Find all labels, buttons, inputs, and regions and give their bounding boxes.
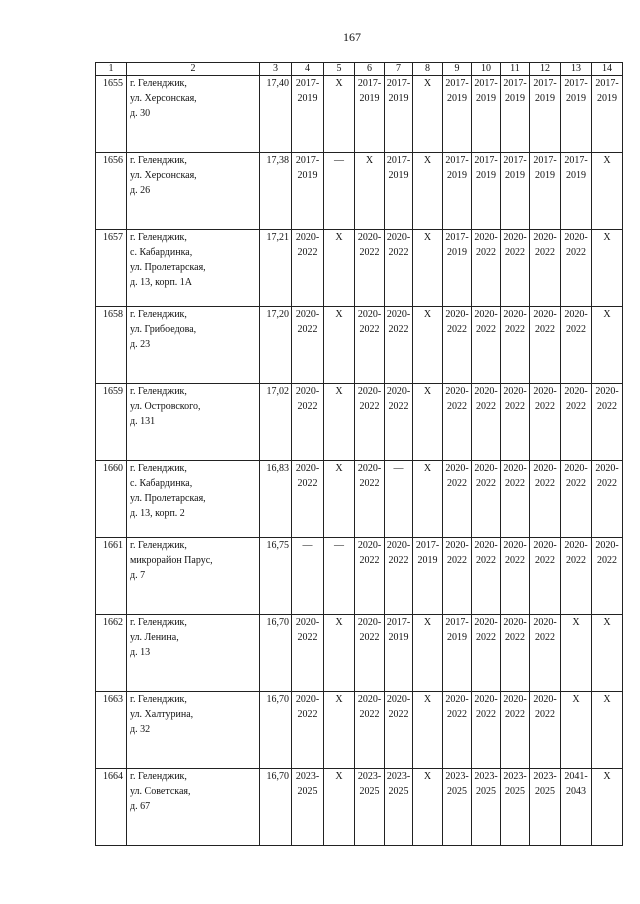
period-cell: Х [413,76,443,153]
period-cell: 2020- 2022 [355,692,385,769]
table-row [96,615,623,692]
period-cell: 2017- 2019 [385,615,413,692]
area-cell: 16,70 [260,615,292,692]
period-cell: Х [561,615,592,692]
column-header: 13 [561,63,592,76]
period-cell: 2017- 2019 [501,153,530,230]
address-cell: г. Геленджик, микрорайон Парус, д. 7 [127,538,260,615]
period-cell: — [385,461,413,538]
period-cell: 2023- 2025 [443,769,472,846]
area-cell: 16,70 [260,692,292,769]
period-cell: 2020- 2022 [292,615,324,692]
table-row [96,769,623,846]
table-row [96,307,623,384]
period-cell: 2020- 2022 [292,307,324,384]
column-header: 10 [472,63,501,76]
period-cell: Х [592,230,623,307]
period-cell: 2017- 2019 [385,153,413,230]
period-cell: 2020- 2022 [530,307,561,384]
column-header: 8 [413,63,443,76]
period-cell: 2020- 2022 [355,538,385,615]
period-cell: 2023- 2025 [501,769,530,846]
period-cell: 2023- 2025 [530,769,561,846]
area-cell: 16,75 [260,538,292,615]
period-cell: Х [592,615,623,692]
period-cell: Х [592,153,623,230]
period-cell: 2020- 2022 [443,307,472,384]
period-cell: 2017- 2019 [530,76,561,153]
period-cell: 2017- 2019 [443,230,472,307]
period-cell: 2017- 2019 [472,153,501,230]
page-number: 167 [343,30,361,44]
period-cell: 2020- 2022 [472,692,501,769]
address-cell: г. Геленджик, ул. Херсонская, д. 30 [127,76,260,153]
register-table [95,62,623,846]
row-number: 1658 [96,307,127,384]
table-row [96,461,623,538]
header-row [96,63,623,76]
period-cell: 2017- 2019 [292,153,324,230]
table-row [96,76,623,153]
period-cell: Х [413,615,443,692]
period-cell: 2017- 2019 [385,76,413,153]
column-header: 4 [292,63,324,76]
column-header: 3 [260,63,292,76]
period-cell: 2020- 2022 [472,461,501,538]
column-header: 1 [96,63,127,76]
period-cell: 2020- 2022 [530,230,561,307]
area-cell: 16,83 [260,461,292,538]
column-header: 11 [501,63,530,76]
period-cell: Х [324,769,355,846]
period-cell: 2020- 2022 [385,230,413,307]
period-cell: Х [324,384,355,461]
period-cell: 2017- 2019 [561,153,592,230]
address-cell: г. Геленджик, ул. Халтурина, д. 32 [127,692,260,769]
period-cell: 2020- 2022 [501,692,530,769]
period-cell: 2020- 2022 [530,692,561,769]
row-number: 1657 [96,230,127,307]
period-cell: 2020- 2022 [592,384,623,461]
period-cell: 2020- 2022 [292,461,324,538]
period-cell: 2020- 2022 [561,461,592,538]
period-cell: 2020- 2022 [592,461,623,538]
area-cell: 17,21 [260,230,292,307]
period-cell: 2020- 2022 [561,230,592,307]
period-cell: 2020- 2022 [443,692,472,769]
period-cell: Х [324,230,355,307]
table-row [96,153,623,230]
period-cell: Х [324,76,355,153]
period-cell: Х [324,692,355,769]
period-cell: Х [561,692,592,769]
period-cell: 2020- 2022 [472,538,501,615]
period-cell: 2020- 2022 [355,307,385,384]
row-number: 1659 [96,384,127,461]
period-cell: 2023- 2025 [355,769,385,846]
period-cell: Х [413,461,443,538]
period-cell: Х [413,153,443,230]
period-cell: 2020- 2022 [472,230,501,307]
period-cell: 2020- 2022 [443,384,472,461]
period-cell: 2017- 2019 [443,615,472,692]
area-cell: 17,20 [260,307,292,384]
period-cell: 2020- 2022 [292,230,324,307]
period-cell: 2017- 2019 [413,538,443,615]
period-cell: 2020- 2022 [501,615,530,692]
period-cell: 2020- 2022 [530,461,561,538]
table-row [96,538,623,615]
period-cell: 2020- 2022 [530,538,561,615]
address-cell: г. Геленджик, ул. Островского, д. 131 [127,384,260,461]
period-cell: 2020- 2022 [292,384,324,461]
period-cell: 2023- 2025 [292,769,324,846]
row-number: 1660 [96,461,127,538]
period-cell: 2020- 2022 [385,384,413,461]
area-cell: 17,38 [260,153,292,230]
period-cell: 2020- 2022 [355,461,385,538]
period-cell: 2017- 2019 [355,76,385,153]
period-cell: 2020- 2022 [355,230,385,307]
period-cell: Х [413,384,443,461]
period-cell: 2017- 2019 [443,153,472,230]
address-cell: г. Геленджик, с. Кабардинка, ул. Пролетарская, д. 13, корп. 2 [127,461,260,538]
row-number: 1656 [96,153,127,230]
period-cell: 2020- 2022 [501,307,530,384]
period-cell: 2020- 2022 [443,538,472,615]
period-cell: 2020- 2022 [385,307,413,384]
area-cell: 16,70 [260,769,292,846]
period-cell: 2020- 2022 [472,615,501,692]
period-cell: 2017- 2019 [443,76,472,153]
period-cell: Х [592,307,623,384]
address-cell: г. Геленджик, ул. Грибоедова, д. 23 [127,307,260,384]
row-number: 1664 [96,769,127,846]
period-cell: Х [592,769,623,846]
column-header: 14 [592,63,623,76]
address-cell: г. Геленджик, ул. Херсонская, д. 26 [127,153,260,230]
period-cell: 2020- 2022 [530,384,561,461]
table-row [96,692,623,769]
period-cell: 2020- 2022 [292,692,324,769]
period-cell: 2020- 2022 [472,307,501,384]
period-cell: 2020- 2022 [561,307,592,384]
period-cell: Х [324,307,355,384]
row-number: 1662 [96,615,127,692]
row-number: 1663 [96,692,127,769]
period-cell: 2020- 2022 [561,538,592,615]
period-cell: 2023- 2025 [385,769,413,846]
period-cell: Х [413,769,443,846]
period-cell: 2020- 2022 [501,461,530,538]
table-row [96,384,623,461]
column-header: 5 [324,63,355,76]
period-cell: Х [413,307,443,384]
period-cell: 2020- 2022 [472,384,501,461]
period-cell: 2020- 2022 [530,615,561,692]
address-cell: г. Геленджик, ул. Ленина, д. 13 [127,615,260,692]
period-cell: Х [413,230,443,307]
address-cell: г. Геленджик, с. Кабардинка, ул. Пролетарская, д. 13, корп. 1А [127,230,260,307]
period-cell: 2020- 2022 [355,615,385,692]
table-row [96,230,623,307]
period-cell: — [324,153,355,230]
column-header: 9 [443,63,472,76]
period-cell: Х [413,692,443,769]
period-cell: 2017- 2019 [472,76,501,153]
row-number: 1661 [96,538,127,615]
period-cell: 2020- 2022 [385,692,413,769]
period-cell: — [292,538,324,615]
address-cell: г. Геленджик, ул. Советская, д. 67 [127,769,260,846]
period-cell: 2017- 2019 [561,76,592,153]
period-cell: 2017- 2019 [292,76,324,153]
period-cell: 2023- 2025 [472,769,501,846]
column-header: 2 [127,63,260,76]
period-cell: 2020- 2022 [443,461,472,538]
period-cell: 2017- 2019 [501,76,530,153]
period-cell: 2017- 2019 [530,153,561,230]
column-header: 12 [530,63,561,76]
period-cell: Х [324,461,355,538]
period-cell: Х [592,692,623,769]
column-header: 6 [355,63,385,76]
period-cell: 2020- 2022 [592,538,623,615]
period-cell: 2020- 2022 [501,538,530,615]
column-header: 7 [385,63,413,76]
area-cell: 17,02 [260,384,292,461]
period-cell: 2020- 2022 [385,538,413,615]
period-cell: 2020- 2022 [501,384,530,461]
period-cell: Х [355,153,385,230]
row-number: 1655 [96,76,127,153]
period-cell: — [324,538,355,615]
period-cell: Х [324,615,355,692]
period-cell: 2020- 2022 [501,230,530,307]
period-cell: 2041- 2043 [561,769,592,846]
area-cell: 17,40 [260,76,292,153]
period-cell: 2017- 2019 [592,76,623,153]
period-cell: 2020- 2022 [355,384,385,461]
period-cell: 2020- 2022 [561,384,592,461]
